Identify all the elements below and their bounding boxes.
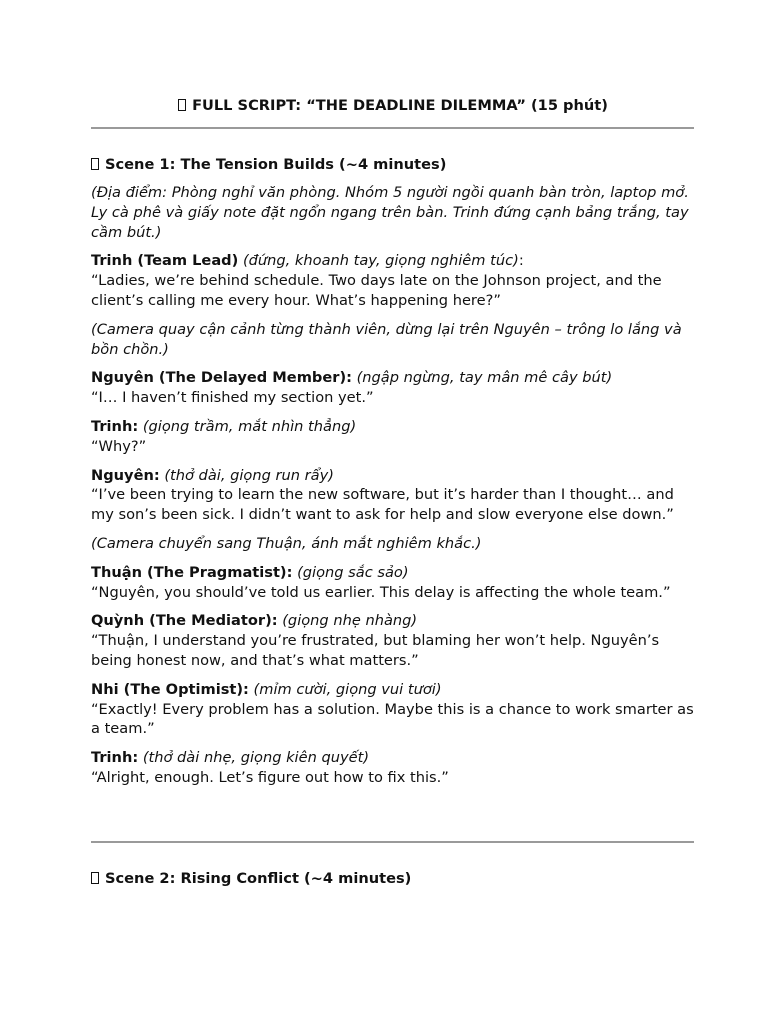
scene-1-heading bbox=[91, 155, 446, 175]
speaker-name: Quỳnh (The Mediator): bbox=[91, 612, 278, 630]
stage-direction: (Camera chuyển sang Thuận, ánh mắt nghiêm khắc.) bbox=[91, 534, 482, 552]
speaker-tone: (mỉm cười, giọng vui tươi) bbox=[253, 680, 442, 698]
speaker-name: Thuận (The Pragmatist): bbox=[91, 563, 293, 581]
speaker-tone: (giọng trầm, mắt nhìn thẳng) bbox=[142, 417, 357, 435]
speaker-colon: : bbox=[518, 252, 524, 270]
speaker-name: Trinh: bbox=[91, 749, 139, 767]
speaker-tone: (thở dài, giọng run rẩy) bbox=[164, 466, 334, 484]
speaker-name: Nguyên: bbox=[91, 466, 160, 484]
dialogue-line: “Exactly! Every problem has a solution. Maybe this is a chance to work smarter as a team.” bbox=[91, 700, 694, 738]
speaker-name: Nguyên (The Delayed Member): bbox=[91, 369, 352, 387]
scene-1-heading-text: Scene 1: The Tension Builds (~4 minutes) bbox=[105, 156, 447, 173]
horizontal-divider bbox=[91, 841, 694, 843]
dialogue-line: “I’ve been trying to learn the new software, but it’s harder than I thought… and my son’s been sick. I didn’t want to ask for help and slow everyone else down.” bbox=[91, 486, 674, 524]
scene-2-heading bbox=[91, 869, 411, 889]
dialogue-line: “Ladies, we’re behind schedule. Two days late on the Johnson project, and the client’s calling me every hour. What’s happening here?” bbox=[91, 272, 662, 309]
dialogue-line: “I… I haven’t finished my section yet.” bbox=[91, 389, 374, 407]
dialogue-line: “Alright, enough. Let’s figure out how to fix this.” bbox=[91, 768, 449, 786]
dialogue-line: “Why?” bbox=[91, 437, 147, 455]
stage-direction: (Camera quay cận cảnh từng thành viên, dừng lại trên Nguyên – trông lo lắng và bồn chồn.) bbox=[91, 320, 682, 358]
dialogue-block bbox=[91, 417, 695, 457]
dialogue-block bbox=[91, 563, 695, 603]
missing-glyph-icon bbox=[91, 158, 99, 170]
dialogue-block bbox=[91, 748, 695, 788]
missing-glyph-icon bbox=[91, 872, 99, 884]
speaker-tone: (giọng nhẹ nhàng) bbox=[282, 612, 418, 630]
speaker-name: Nhi (The Optimist): bbox=[91, 680, 249, 698]
speaker-tone: (ngập ngừng, tay mân mê cây bút) bbox=[356, 369, 613, 387]
speaker-tone: (giọng sắc sảo) bbox=[297, 563, 409, 581]
scene-2-heading-text: Scene 2: Rising Conflict (~4 minutes) bbox=[105, 870, 412, 887]
dialogue-block bbox=[91, 680, 695, 739]
speaker-tone: (thở dài nhẹ, giọng kiên quyết) bbox=[142, 749, 370, 767]
missing-glyph-icon bbox=[178, 99, 186, 111]
dialogue-block bbox=[91, 611, 695, 670]
speaker-tone: (đứng, khoanh tay, giọng nghiêm túc) bbox=[242, 252, 519, 270]
speaker-name: Trinh: bbox=[91, 417, 139, 435]
horizontal-divider bbox=[91, 127, 694, 129]
dialogue-line: “Nguyên, you should’ve told us earlier. This delay is affecting the whole team.” bbox=[91, 583, 671, 601]
dialogue-block bbox=[91, 251, 695, 310]
document-title-text: FULL SCRIPT: “THE DEADLINE DILEMMA” (15 phút) bbox=[192, 97, 608, 114]
document-title bbox=[91, 96, 695, 116]
dialogue-block bbox=[91, 368, 695, 408]
stage-direction: (Địa điểm: Phòng nghỉ văn phòng. Nhóm 5 người ngồi quanh bàn tròn, laptop mở. Ly cà phê và giấy note đặt ngổn ngang trên bàn. Trinh đứng cạnh bảng trắng, tay cầm bút.) bbox=[91, 184, 689, 241]
dialogue-line: “Thuận, I understand you’re frustrated, but blaming her won’t help. Nguyên’s being honest now, and that’s what matters.” bbox=[91, 632, 660, 669]
dialogue-block bbox=[91, 466, 695, 525]
scene-1-script bbox=[91, 183, 695, 797]
speaker-name: Trinh (Team Lead) bbox=[91, 252, 239, 270]
